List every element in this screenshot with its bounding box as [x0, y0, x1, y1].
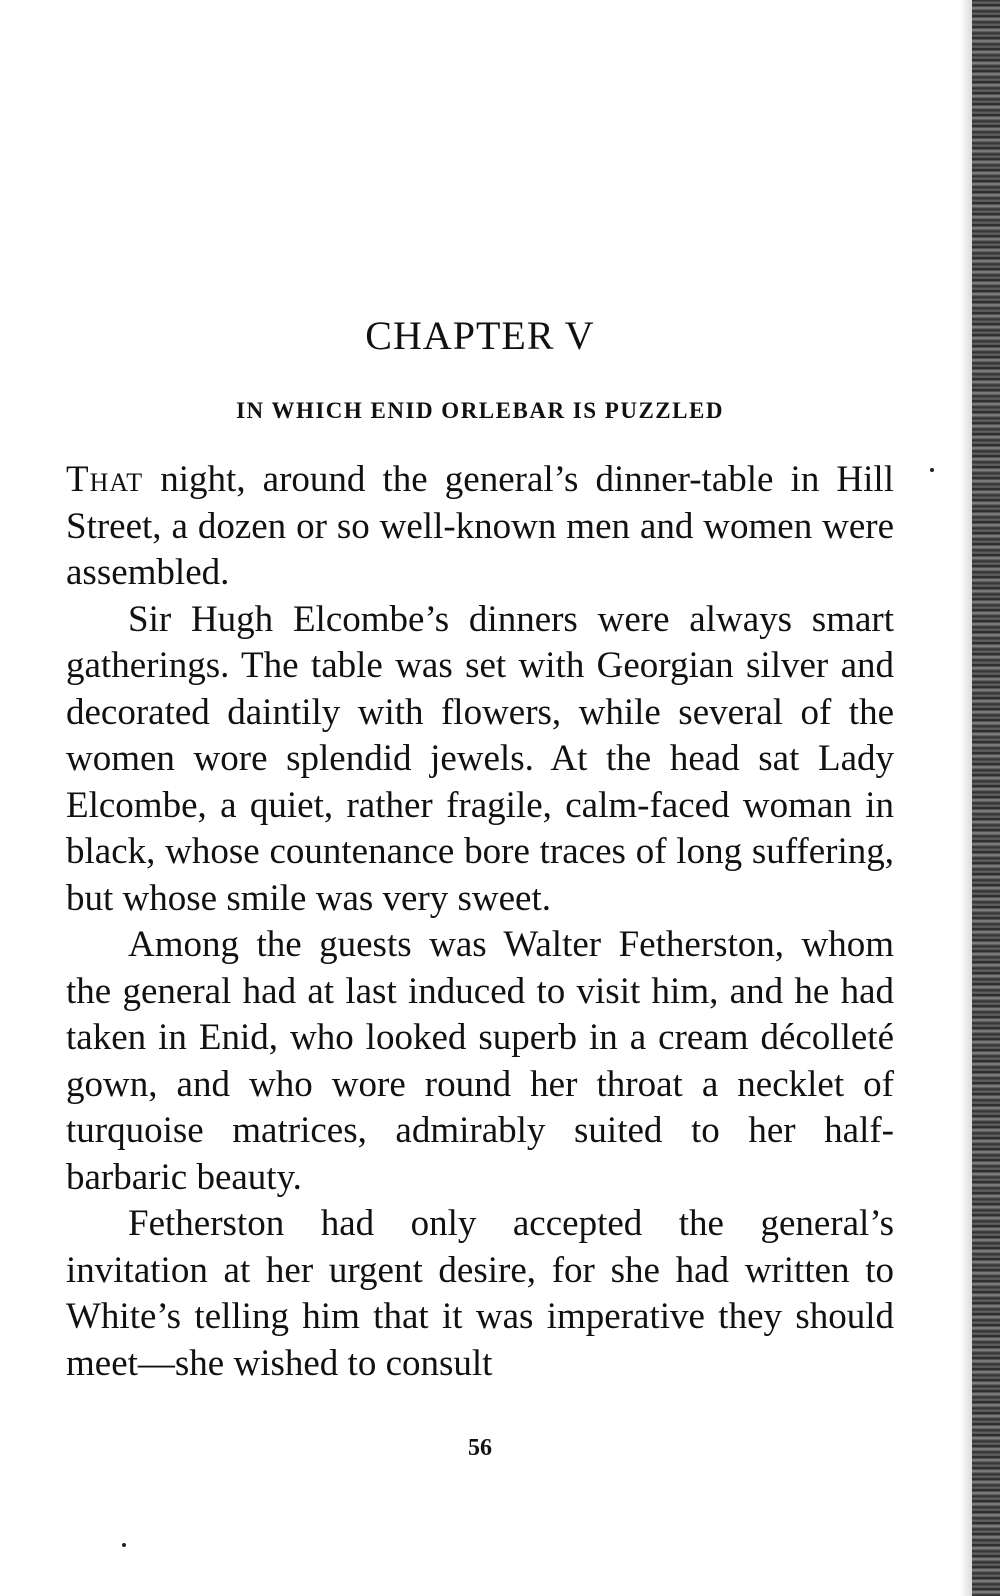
paragraph-4: Fetherston had only accepted the general’s invitation at her urgent desire, for she had written to White’s telling him that it was imperative they should meet—she wished to consult	[66, 1203, 894, 1384]
paragraph-lead-word: That	[66, 459, 144, 500]
paragraph-1	[66, 457, 894, 597]
body-text	[66, 457, 894, 1387]
binding-shadow	[960, 0, 972, 1596]
chapter-subtitle: IN WHICH ENID ORLEBAR IS PUZZLED	[236, 398, 724, 423]
paragraph-2: Sir Hugh Elcombe’s dinners were always smart gatherings. The table was set with Georgian silver and decorated daintily with flowers, while several of the women wore splendid jewels. At the head sat Lady Elcombe, a quiet, rather fragile, calm-faced woman in black, whose countenance bore traces of long suffering, but whose smile was very sweet.	[66, 598, 894, 919]
binding-edge	[972, 0, 1000, 1596]
chapter-heading: CHAPTER V	[365, 313, 595, 358]
scan-speck	[122, 1543, 126, 1547]
scan-speck	[930, 468, 934, 472]
paragraph-3: Among the guests was Walter Fetherston, whom the general had at last induced to visit him, and he had taken in Enid, who looked superb in a cream décolleté gown, and who wore round her throat a necklet of turquoise matrices, admirably suited to her half-barbaric beauty.	[66, 924, 894, 1198]
paragraph-text: night, around the general’s dinner-table in Hill Street, a dozen or so well-known men and women were assembled.	[66, 459, 894, 593]
page-number: 56	[468, 1435, 492, 1461]
